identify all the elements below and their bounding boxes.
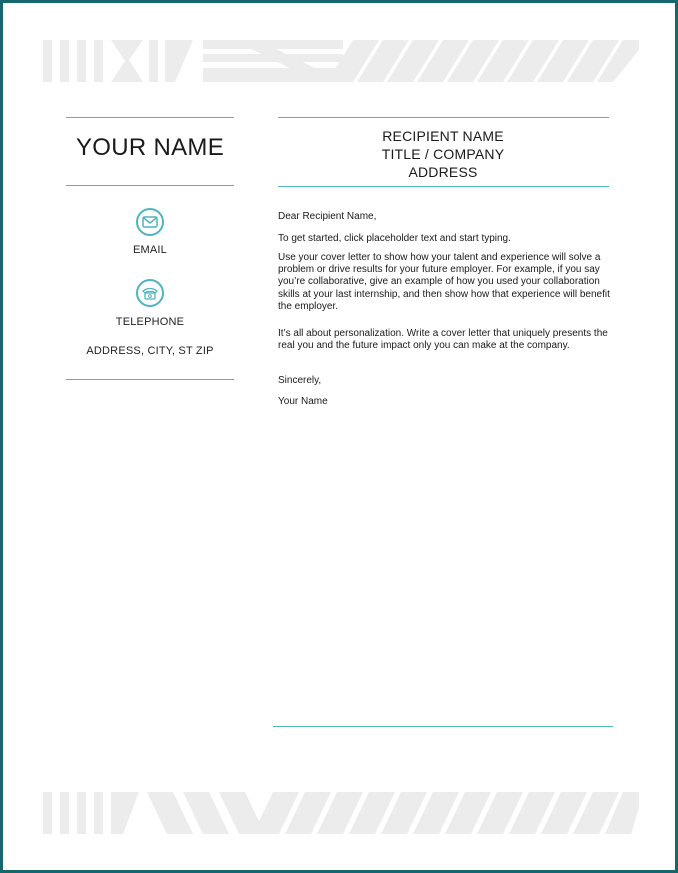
telephone-icon <box>136 279 164 307</box>
decorative-pattern-bottom <box>43 792 639 834</box>
recipient-title: TITLE / COMPANY <box>381 146 505 162</box>
signature: Your Name <box>278 396 328 407</box>
recipient-address: ADDRESS <box>408 164 478 180</box>
right-header-rule <box>278 186 609 187</box>
left-bottom-rule <box>66 379 234 380</box>
paragraph-3: It’s all about personalization. Write a cover letter that uniquely presents the real you and the future impact only you can make at the company. <box>278 328 608 352</box>
sender-telephone: TELEPHONE <box>115 316 185 328</box>
envelope-icon <box>136 208 164 236</box>
sender-email: EMAIL <box>132 244 167 256</box>
paragraph-1: To get started, click placeholder text and start typing. <box>278 233 511 244</box>
right-top-rule <box>278 117 609 118</box>
paragraph-2: Use your cover letter to show how your talent and experience will solve a problem or drive results for your future employer. For example, if you say you’re collaborative, give an example of how you used your collaboration skills at your last internship, and then show how that experience will benefit the employer. <box>278 252 610 312</box>
left-top-rule <box>66 117 234 118</box>
decorative-pattern-top <box>43 40 639 82</box>
sender-name: YOUR NAME <box>75 134 225 161</box>
left-name-rule <box>66 185 234 186</box>
closing: Sincerely, <box>278 375 322 386</box>
salutation: Dear Recipient Name, <box>278 211 377 222</box>
right-bottom-rule <box>273 726 613 727</box>
recipient-name: RECIPIENT NAME <box>382 128 504 144</box>
sender-address: ADDRESS, CITY, ST ZIP <box>86 345 214 357</box>
